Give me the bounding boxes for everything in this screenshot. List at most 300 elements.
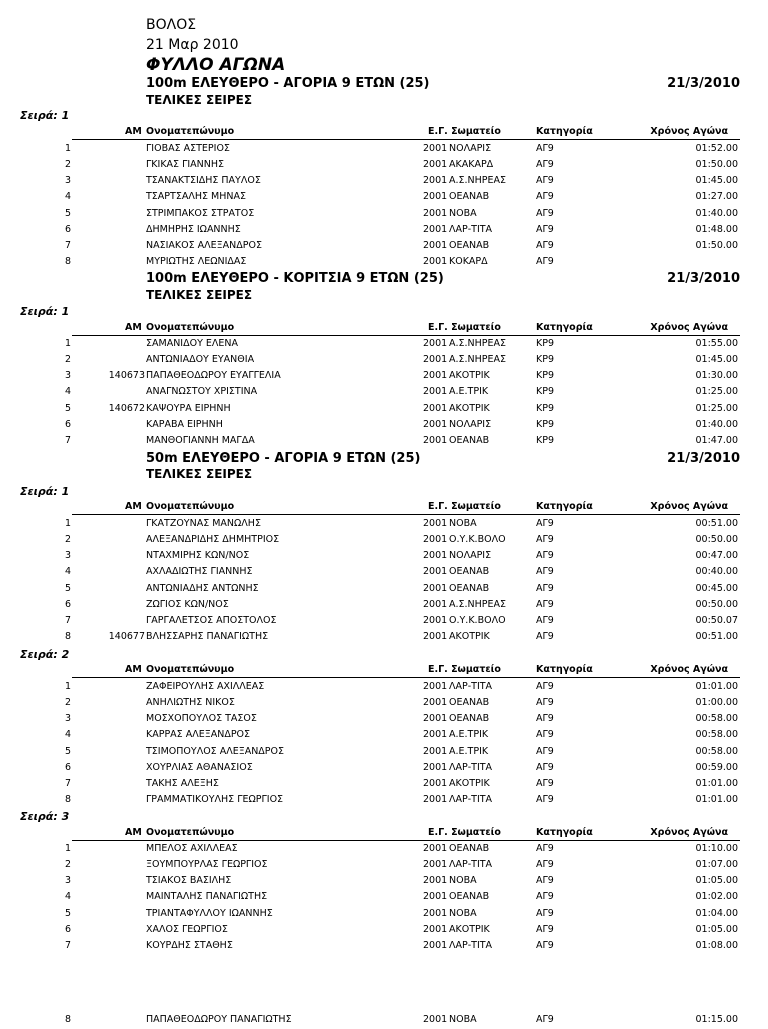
- row-time: 00:50.00: [695, 599, 738, 610]
- row-time: 01:48.00: [695, 224, 738, 235]
- row-year: 2001: [423, 746, 448, 757]
- heat-label: Σειρά: 3: [20, 810, 70, 823]
- row-name: ΜΥΡΙΩΤΗΣ ΛΕΩΝΙΔΑΣ: [146, 256, 247, 267]
- row-club: ΛΑΡ-ΤΙΤΑ: [449, 859, 493, 870]
- row-number: 8: [64, 794, 71, 805]
- row-number: 4: [64, 386, 71, 397]
- row-name: ΓΚΙΚΑΣ ΓΙΑΝΝΗΣ: [146, 159, 225, 170]
- row-club: ΝΟΛΑΡΙΣ: [449, 419, 492, 430]
- row-category: ΑΓ9: [536, 534, 554, 545]
- row-time: 01:30.00: [695, 370, 738, 381]
- table-row: [0, 599, 768, 614]
- row-time: 00:40.00: [695, 566, 738, 577]
- row-club: ΛΑΡ-ΤΙΤΑ: [449, 794, 493, 805]
- column-header-time: Χρόνος Αγώνα: [650, 322, 728, 333]
- row-time: 01:40.00: [695, 208, 738, 219]
- row-club: ΝΟΛΑΡΙΣ: [449, 550, 492, 561]
- row-category: ΑΓ9: [536, 778, 554, 789]
- table-row: [0, 697, 768, 712]
- column-header-category: Κατηγορία: [536, 126, 593, 137]
- heat-label: Σειρά: 1: [20, 485, 70, 498]
- column-header-name: Ονοματεπώνυμο: [146, 322, 235, 333]
- column-header-time: Χρόνος Αγώνα: [650, 664, 728, 675]
- row-time: 01:04.00: [695, 908, 738, 919]
- row-number: 1: [64, 843, 71, 854]
- row-category: ΑΓ9: [536, 143, 554, 154]
- row-club: Α.Σ.ΝΗΡΕΑΣ: [449, 338, 507, 349]
- row-year: 2001: [423, 713, 448, 724]
- row-category: ΑΓ9: [536, 566, 554, 577]
- event-heading: [146, 76, 740, 92]
- row-number: 8: [64, 256, 71, 267]
- row-name: ΜΑΙΝΤΑΛΗΣ ΠΑΝΑΓΙΩΤΗΣ: [146, 891, 268, 902]
- row-number: 6: [64, 762, 71, 773]
- table-row: [0, 940, 768, 955]
- header-rule: [72, 514, 740, 515]
- row-category: ΑΓ9: [536, 599, 554, 610]
- column-header-club: Ε.Γ. Σωματείο: [428, 664, 501, 675]
- row-number: 5: [64, 403, 71, 414]
- row-number: 4: [64, 191, 71, 202]
- row-club: Α.Ε.ΤΡΙΚ: [449, 729, 489, 740]
- row-time: 01:45.00: [695, 354, 738, 365]
- table-row: [0, 354, 768, 369]
- row-number: 3: [64, 175, 71, 186]
- table-row: [0, 435, 768, 450]
- row-name: ΒΛΗΣΣΑΡΗΣ ΠΑΝΑΓΙΩΤΗΣ: [146, 631, 269, 642]
- row-category: ΑΓ9: [536, 208, 554, 219]
- row-name: ΔΗΜΗΡΗΣ ΙΩΑΝΝΗΣ: [146, 224, 241, 235]
- heat-label: Σειρά: 1: [20, 305, 70, 318]
- row-number: 8: [64, 1014, 71, 1025]
- row-year: 2001: [423, 175, 448, 186]
- table-row: [0, 746, 768, 761]
- row-club: ΝΟΒΑ: [449, 1014, 477, 1025]
- row-club: ΟΕΑΝΑΒ: [449, 891, 490, 902]
- table-row: [0, 631, 768, 646]
- event-date: 21/3/2010: [667, 76, 740, 91]
- row-club: ΝΟΛΑΡΙΣ: [449, 143, 492, 154]
- row-time: 01:52.00: [695, 143, 738, 154]
- row-year: 2001: [423, 891, 448, 902]
- row-number: 8: [64, 631, 71, 642]
- table-row: [0, 908, 768, 923]
- column-header-time: Χρόνος Αγώνα: [650, 126, 728, 137]
- row-club: ΟΕΑΝΑΒ: [449, 697, 490, 708]
- row-year: 2001: [423, 762, 448, 773]
- column-header-am: ΑΜ: [125, 126, 142, 137]
- row-year: 2001: [423, 875, 448, 886]
- row-year: 2001: [423, 631, 448, 642]
- row-number: 3: [64, 370, 71, 381]
- row-year: 2001: [423, 599, 448, 610]
- row-year: 2001: [423, 256, 448, 267]
- row-number: 7: [64, 778, 71, 789]
- row-name: ΑΝΑΓΝΩΣΤΟΥ ΧΡΙΣΤΙΝΑ: [146, 386, 258, 397]
- table-row: [0, 386, 768, 401]
- header-rule: [72, 335, 740, 336]
- row-number: 6: [64, 924, 71, 935]
- table-row: [0, 191, 768, 206]
- row-number: 6: [64, 224, 71, 235]
- row-number: 2: [64, 534, 71, 545]
- row-category: ΑΓ9: [536, 762, 554, 773]
- row-name: ΠΑΠΑΘΕΟΔΩΡΟΥ ΠΑΝΑΓΙΩΤΗΣ: [146, 1014, 292, 1025]
- table-row: [0, 419, 768, 434]
- page-title: ΦΥΛΛΟ ΑΓΩΝΑ: [146, 55, 286, 75]
- row-year: 2001: [423, 419, 448, 430]
- table-row: [0, 338, 768, 353]
- row-time: 01:27.00: [695, 191, 738, 202]
- row-category: ΑΓ9: [536, 631, 554, 642]
- row-category: ΑΓ9: [536, 924, 554, 935]
- row-time: 01:50.00: [695, 240, 738, 251]
- event-name: 50m ΕΛΕΥΘΕΡΟ - ΑΓΟΡΙΑ 9 ΕΤΩΝ (25): [146, 451, 421, 466]
- row-time: 01:01.00: [695, 778, 738, 789]
- row-category: ΑΓ9: [536, 224, 554, 235]
- column-header-club: Ε.Γ. Σωματείο: [428, 827, 501, 838]
- column-header-club: Ε.Γ. Σωματείο: [428, 126, 501, 137]
- row-time: 01:15.00: [695, 1014, 738, 1025]
- row-year: 2001: [423, 550, 448, 561]
- row-name: ΑΝΤΩΝΙΑΔΗΣ ΑΝΤΩΝΗΣ: [146, 583, 259, 594]
- row-club: Α.Ε.ΤΡΙΚ: [449, 386, 489, 397]
- row-category: ΑΓ9: [536, 240, 554, 251]
- row-club: ΟΕΑΝΑΒ: [449, 713, 490, 724]
- row-club: ΛΑΡ-ΤΙΤΑ: [449, 681, 493, 692]
- row-number: 4: [64, 729, 71, 740]
- row-club: ΟΕΑΝΑΒ: [449, 191, 490, 202]
- column-header-name: Ονοματεπώνυμο: [146, 827, 235, 838]
- row-name: ΑΝΤΩΝΙΑΔΟΥ ΕΥΑΝΘΙΑ: [146, 354, 255, 365]
- column-header-club: Ε.Γ. Σωματείο: [428, 322, 501, 333]
- row-time: 00:58.00: [695, 713, 738, 724]
- event-subtitle: ΤΕΛΙΚΕΣ ΣΕΙΡΕΣ: [146, 288, 253, 302]
- row-year: 2001: [423, 778, 448, 789]
- row-time: 01:00.00: [695, 697, 738, 708]
- row-category: ΚΡ9: [536, 435, 555, 446]
- row-category: ΑΓ9: [536, 891, 554, 902]
- row-time: 01:07.00: [695, 859, 738, 870]
- row-club: Ο.Υ.Κ.ΒΟΛΟ: [449, 534, 506, 545]
- row-time: 00:51.00: [695, 631, 738, 642]
- row-year: 2001: [423, 566, 448, 577]
- row-number: 3: [64, 550, 71, 561]
- event-heading: [146, 451, 740, 467]
- heat-label: Σειρά: 1: [20, 109, 70, 122]
- row-name: ΤΣΑΝΑΚΤΣΙΔΗΣ ΠΑΥΛΟΣ: [146, 175, 261, 186]
- row-name: ΚΟΥΡΔΗΣ ΣΤΑΘΗΣ: [146, 940, 233, 951]
- event-name: 100m ΕΛΕΥΘΕΡΟ - ΑΓΟΡΙΑ 9 ΕΤΩΝ (25): [146, 76, 430, 91]
- table-row: [0, 1014, 768, 1029]
- row-time: 00:50.07: [695, 615, 738, 626]
- row-time: 00:50.00: [695, 534, 738, 545]
- row-name: ΖΩΓΙΟΣ ΚΩΝ/ΝΟΣ: [146, 599, 229, 610]
- row-time: 00:59.00: [695, 762, 738, 773]
- row-am: 140673: [108, 370, 145, 381]
- row-club: Α.Ε.ΤΡΙΚ: [449, 746, 489, 757]
- row-time: 01:50.00: [695, 159, 738, 170]
- row-name: ΤΡΙΑΝΤΑΦΥΛΛΟΥ ΙΩΑΝΝΗΣ: [146, 908, 273, 919]
- table-row: [0, 843, 768, 858]
- row-time: 01:25.00: [695, 386, 738, 397]
- column-header-category: Κατηγορία: [536, 664, 593, 675]
- header-rule: [72, 677, 740, 678]
- table-row: [0, 224, 768, 239]
- row-year: 2001: [423, 794, 448, 805]
- row-name: ΧΑΛΟΣ ΓΕΩΡΓΙΟΣ: [146, 924, 228, 935]
- row-number: 7: [64, 615, 71, 626]
- row-category: ΑΓ9: [536, 1014, 554, 1025]
- row-year: 2001: [423, 338, 448, 349]
- event-heading: [146, 271, 740, 287]
- row-club: ΝΟΒΑ: [449, 875, 477, 886]
- row-club: Α.Σ.ΝΗΡΕΑΣ: [449, 599, 507, 610]
- row-year: 2001: [423, 1014, 448, 1025]
- row-year: 2001: [423, 924, 448, 935]
- table-row: [0, 924, 768, 939]
- row-name: ΓΙΟΒΑΣ ΑΣΤΕΡΙΟΣ: [146, 143, 230, 154]
- row-time: 01:45.00: [695, 175, 738, 186]
- table-row: [0, 518, 768, 533]
- row-club: ΑΚΑΚΑΡΔ: [449, 159, 494, 170]
- row-time: 01:01.00: [695, 681, 738, 692]
- table-row: [0, 729, 768, 744]
- table-row: [0, 143, 768, 158]
- row-name: ΝΑΣΙΑΚΟΣ ΑΛΕΞΑΝΔΡΟΣ: [146, 240, 262, 251]
- table-row: [0, 713, 768, 728]
- column-header-name: Ονοματεπώνυμο: [146, 664, 235, 675]
- column-header-category: Κατηγορία: [536, 501, 593, 512]
- row-category: ΑΓ9: [536, 615, 554, 626]
- row-club: ΑΚΟΤΡΙΚ: [449, 403, 490, 414]
- row-year: 2001: [423, 534, 448, 545]
- row-category: ΚΡ9: [536, 354, 555, 365]
- row-club: Α.Σ.ΝΗΡΕΑΣ: [449, 175, 507, 186]
- header-city: ΒΟΛΟΣ: [146, 17, 197, 33]
- row-number: 7: [64, 940, 71, 951]
- row-year: 2001: [423, 615, 448, 626]
- row-name: ΝΤΑΧΜΙΡΗΣ ΚΩΝ/ΝΟΣ: [146, 550, 250, 561]
- row-number: 5: [64, 746, 71, 757]
- row-time: 01:10.00: [695, 843, 738, 854]
- row-year: 2001: [423, 143, 448, 154]
- row-category: ΚΡ9: [536, 419, 555, 430]
- row-number: 1: [64, 518, 71, 529]
- column-header-am: ΑΜ: [125, 501, 142, 512]
- table-row: [0, 208, 768, 223]
- row-club: ΑΚΟΤΡΙΚ: [449, 924, 490, 935]
- column-header-name: Ονοματεπώνυμο: [146, 501, 235, 512]
- table-row: [0, 794, 768, 809]
- row-year: 2001: [423, 386, 448, 397]
- row-name: ΤΣΙΑΚΟΣ ΒΑΣΙΛΗΣ: [146, 875, 232, 886]
- row-number: 2: [64, 354, 71, 365]
- column-header-club: Ε.Γ. Σωματείο: [428, 501, 501, 512]
- row-year: 2001: [423, 843, 448, 854]
- row-category: ΚΡ9: [536, 386, 555, 397]
- row-time: 01:05.00: [695, 924, 738, 935]
- table-row: [0, 175, 768, 190]
- row-name: ΑΧΛΑΔΙΩΤΗΣ ΓΙΑΝΝΗΣ: [146, 566, 253, 577]
- row-number: 1: [64, 681, 71, 692]
- row-category: ΑΓ9: [536, 550, 554, 561]
- row-name: ΓΑΡΓΑΛΕΤΣΟΣ ΑΠΟΣΤΟΛΟΣ: [146, 615, 277, 626]
- row-number: 3: [64, 875, 71, 886]
- row-year: 2001: [423, 435, 448, 446]
- table-row: [0, 240, 768, 255]
- row-club: ΑΚΟΤΡΙΚ: [449, 631, 490, 642]
- row-name: ΑΛΕΞΑΝΔΡΙΔΗΣ ΔΗΜΗΤΡΙΟΣ: [146, 534, 280, 545]
- row-number: 6: [64, 599, 71, 610]
- row-name: ΚΑΡΡΑΣ ΑΛΕΞΑΝΔΡΟΣ: [146, 729, 251, 740]
- row-time: 01:47.00: [695, 435, 738, 446]
- row-time: 00:58.00: [695, 729, 738, 740]
- row-name: ΚΑΡΑΒΑ ΕΙΡΗΝΗ: [146, 419, 223, 430]
- row-club: ΟΕΑΝΑΒ: [449, 843, 490, 854]
- row-name: ΜΑΝΘΟΓΙΑΝΝΗ ΜΑΓΔΑ: [146, 435, 255, 446]
- row-club: ΝΟΒΑ: [449, 208, 477, 219]
- row-name: ΧΟΥΡΛΙΑΣ ΑΘΑΝΑΣΙΟΣ: [146, 762, 253, 773]
- event-date: 21/3/2010: [667, 451, 740, 466]
- row-time: 01:25.00: [695, 403, 738, 414]
- table-row: [0, 859, 768, 874]
- row-number: 6: [64, 419, 71, 430]
- table-row: [0, 615, 768, 630]
- row-number: 5: [64, 908, 71, 919]
- row-year: 2001: [423, 159, 448, 170]
- table-row: [0, 891, 768, 906]
- row-year: 2001: [423, 729, 448, 740]
- column-header-am: ΑΜ: [125, 664, 142, 675]
- row-time: 01:08.00: [695, 940, 738, 951]
- row-club: ΚΟΚΑΡΔ: [449, 256, 488, 267]
- row-category: ΑΓ9: [536, 681, 554, 692]
- row-year: 2001: [423, 940, 448, 951]
- row-year: 2001: [423, 403, 448, 414]
- row-name: ΞΟΥΜΠΟΥΡΛΑΣ ΓΕΩΡΓΙΟΣ: [146, 859, 268, 870]
- row-club: ΛΑΡ-ΤΙΤΑ: [449, 762, 493, 773]
- row-year: 2001: [423, 681, 448, 692]
- column-header-category: Κατηγορία: [536, 322, 593, 333]
- event-subtitle: ΤΕΛΙΚΕΣ ΣΕΙΡΕΣ: [146, 93, 253, 107]
- row-name: ΓΡΑΜΜΑΤΙΚΟΥΛΗΣ ΓΕΩΡΓΙΟΣ: [146, 794, 284, 805]
- row-club: ΑΚΟΤΡΙΚ: [449, 778, 490, 789]
- row-number: 2: [64, 859, 71, 870]
- table-row: [0, 159, 768, 174]
- row-year: 2001: [423, 208, 448, 219]
- row-number: 4: [64, 891, 71, 902]
- row-category: ΑΓ9: [536, 875, 554, 886]
- row-category: ΑΓ9: [536, 843, 554, 854]
- table-row: [0, 256, 768, 271]
- row-club: Ο.Υ.Κ.ΒΟΛΟ: [449, 615, 506, 626]
- row-category: ΑΓ9: [536, 518, 554, 529]
- row-name: ΜΟΣΧΟΠΟΥΛΟΣ ΤΑΣΟΣ: [146, 713, 257, 724]
- table-row: [0, 762, 768, 777]
- row-number: 1: [64, 143, 71, 154]
- row-category: ΑΓ9: [536, 859, 554, 870]
- column-header-time: Χρόνος Αγώνα: [650, 827, 728, 838]
- row-club: ΟΕΑΝΑΒ: [449, 566, 490, 577]
- row-category: ΚΡ9: [536, 403, 555, 414]
- table-row: [0, 403, 768, 418]
- row-name: ΤΣΙΜΟΠΟΥΛΟΣ ΑΛΕΞΑΝΔΡΟΣ: [146, 746, 285, 757]
- row-time: 00:47.00: [695, 550, 738, 561]
- row-number: 2: [64, 159, 71, 170]
- row-year: 2001: [423, 859, 448, 870]
- row-name: ΣΤΡΙΜΠΑΚΟΣ ΣΤΡΑΤΟΣ: [146, 208, 255, 219]
- row-name: ΜΠΕΛΟΣ ΑΧΙΛΛΕΑΣ: [146, 843, 238, 854]
- row-year: 2001: [423, 191, 448, 202]
- row-year: 2001: [423, 908, 448, 919]
- row-club: ΛΑΡ-ΤΙΤΑ: [449, 940, 493, 951]
- header-rule: [72, 840, 740, 841]
- row-name: ΣΑΜΑΝΙΔΟΥ ΕΛΕΝΑ: [146, 338, 239, 349]
- column-header-name: Ονοματεπώνυμο: [146, 126, 235, 137]
- row-name: ΤΑΚΗΣ ΑΛΕΞΗΣ: [146, 778, 219, 789]
- table-row: [0, 681, 768, 696]
- row-club: ΑΚΟΤΡΙΚ: [449, 370, 490, 381]
- row-time: 00:45.00: [695, 583, 738, 594]
- row-category: ΑΓ9: [536, 697, 554, 708]
- row-category: ΑΓ9: [536, 746, 554, 757]
- row-year: 2001: [423, 518, 448, 529]
- table-row: [0, 778, 768, 793]
- row-club: ΝΟΒΑ: [449, 908, 477, 919]
- row-category: ΚΡ9: [536, 338, 555, 349]
- row-am: 140677: [108, 631, 145, 642]
- column-header-time: Χρόνος Αγώνα: [650, 501, 728, 512]
- row-category: ΑΓ9: [536, 908, 554, 919]
- table-row: [0, 370, 768, 385]
- row-club: ΟΕΑΝΑΒ: [449, 583, 490, 594]
- row-time: 01:01.00: [695, 794, 738, 805]
- table-row: [0, 566, 768, 581]
- table-row: [0, 875, 768, 890]
- row-number: 3: [64, 713, 71, 724]
- header-rule: [72, 139, 740, 140]
- row-time: 00:58.00: [695, 746, 738, 757]
- row-year: 2001: [423, 697, 448, 708]
- row-number: 5: [64, 208, 71, 219]
- column-header-am: ΑΜ: [125, 827, 142, 838]
- row-year: 2001: [423, 240, 448, 251]
- row-club: ΟΕΑΝΑΒ: [449, 240, 490, 251]
- row-year: 2001: [423, 354, 448, 365]
- row-number: 1: [64, 338, 71, 349]
- column-header-category: Κατηγορία: [536, 827, 593, 838]
- row-name: ΤΣΑΡΤΣΑΛΗΣ ΜΗΝΑΣ: [146, 191, 246, 202]
- row-number: 2: [64, 697, 71, 708]
- row-number: 7: [64, 435, 71, 446]
- table-row: [0, 534, 768, 549]
- column-header-am: ΑΜ: [125, 322, 142, 333]
- row-time: 01:40.00: [695, 419, 738, 430]
- row-category: ΑΓ9: [536, 794, 554, 805]
- table-row: [0, 583, 768, 598]
- header-date: 21 Μαρ 2010: [146, 37, 239, 53]
- table-row: [0, 550, 768, 565]
- row-year: 2001: [423, 583, 448, 594]
- row-number: 4: [64, 566, 71, 577]
- row-category: ΑΓ9: [536, 713, 554, 724]
- event-date: 21/3/2010: [667, 271, 740, 286]
- row-name: ΖΑΦΕΙΡΟΥΛΗΣ ΑΧΙΛΛΕΑΣ: [146, 681, 265, 692]
- row-year: 2001: [423, 370, 448, 381]
- row-time: 01:55.00: [695, 338, 738, 349]
- row-category: ΑΓ9: [536, 583, 554, 594]
